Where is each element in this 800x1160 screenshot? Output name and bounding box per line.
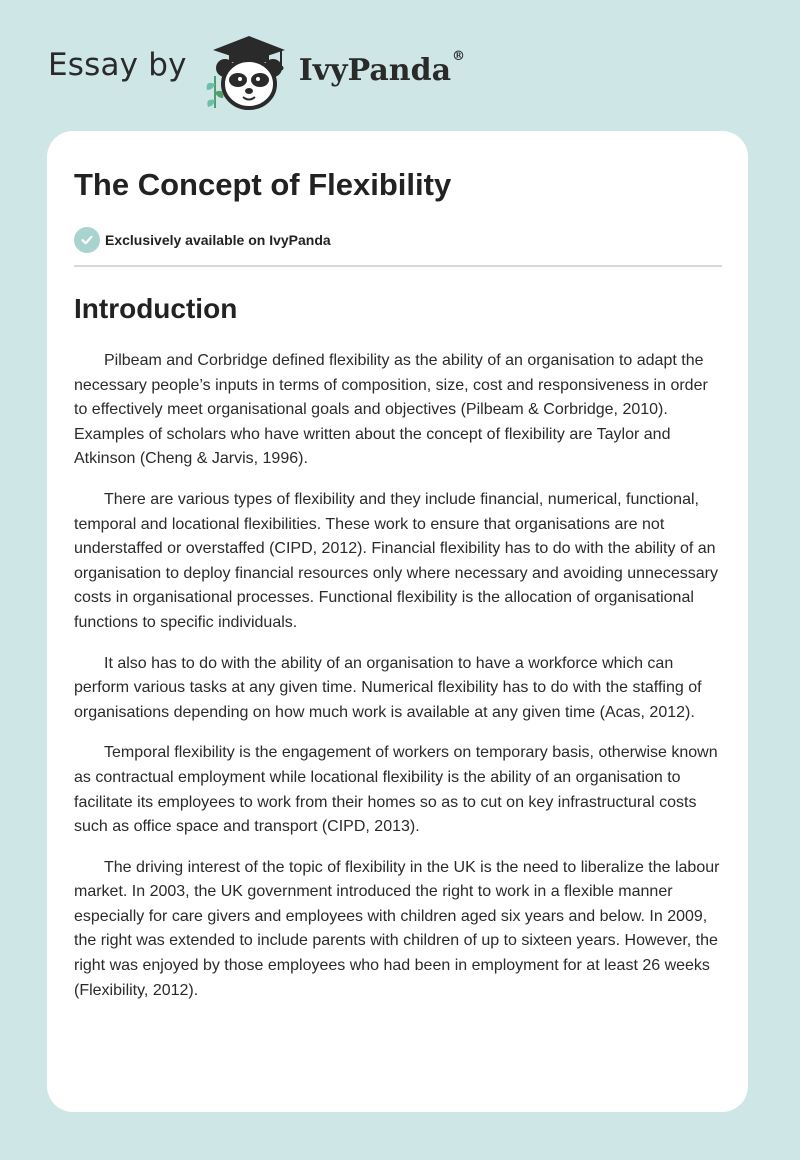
essay-title: The Concept of Flexibility [74,167,452,202]
paragraph: There are various types of flexibility and they include financial, numerical, functional, temporal and locational flexibilities. These work to ensure that organisations are not understaffed or overstaffed (CIPD, 2012). Financial flexibility has to do with the ability of an organisation to deploy financial resources only where necessary and avoiding unnecessary costs in organisational processes. Functional flexibility is the allocation of organisational functions to specific individuals. [74,490,718,631]
brand-prefix: Essay by [48,47,187,83]
exclusive-badge [74,227,722,253]
title-divider [74,265,722,267]
registered-mark: ® [452,48,466,64]
section-heading-introduction: Introduction [74,293,238,324]
essay-body [74,349,722,1003]
panda-logo-icon [201,28,293,112]
essay-card [47,131,748,1112]
paragraph: The driving interest of the topic of flexibility in the UK is the need to liberalize the labour market. In 2003, the UK government introduced the right to work in a flexible manner especially for care givers and employees with children aged six years and below. In 2009, the right was extended to include parents with children of up to sixteen years. However, the right was enjoyed by those employees who had been in employment for at least 26 weeks (Flexibility, 2012). [74,858,720,999]
paragraph: Pilbeam and Corbridge defined flexibility as the ability of an organisation to adapt the necessary people’s inputs in terms of composition, size, cost and responsiveness in order to effectively meet organisational goals and objectives (Pilbeam & Corbridge, 2010). Examples of scholars who have written about the concept of flexibility are Taylor and Atkinson (Cheng & Jarvis, 1996). [74,352,708,468]
paragraph: It also has to do with the ability of an organisation to have a workforce which can perform various tasks at any given time. Numerical flexibility has to do with the staffing of organisations depending on how much work is available at any given time (Acas, 2012). [74,654,702,721]
exclusive-badge-text: Exclusively available on IvyPanda [105,232,331,248]
paragraph: Temporal flexibility is the engagement of workers on temporary basis, otherwise known as contractual employment while locational flexibility is the ability of an organisation to facilitate its employees to work from their homes so as to cut on key infrastructural costs such as office space and transport (CIPD, 2013). [74,744,718,836]
check-icon [74,227,100,253]
brand-name: IvyPanda® [298,48,466,88]
brand-header [48,30,465,110]
